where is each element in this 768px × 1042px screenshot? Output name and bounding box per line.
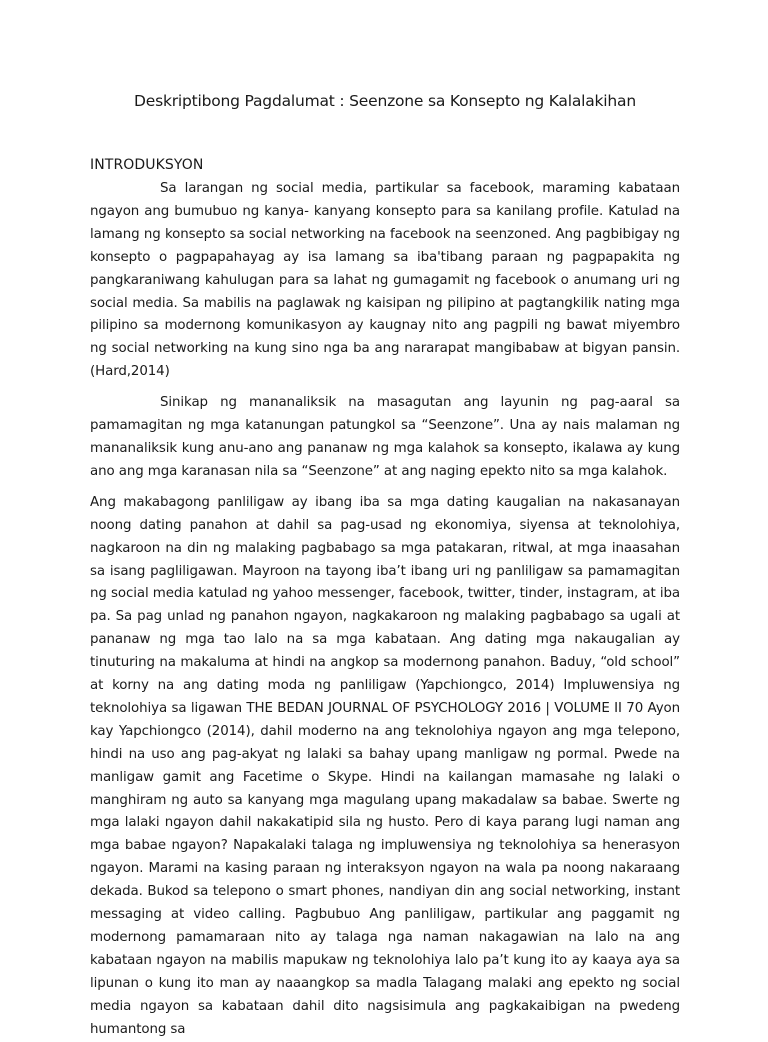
section-heading: INTRODUKSYON [90,157,204,173]
document-title: Deskriptibong Pagdalumat : Seenzone sa Konsepto ng Kalalakihan [134,92,636,110]
paragraph-1: Sa larangan ng social media, partikular sa facebook, maraming kabataan ngayon ang bumubuo ng kanya- kanyang konsepto para sa kanilang profile. Katulad na lamang ng konsepto sa social networking na facebook na seenzoned. Ang pagbibigay ng konsepto o pagpapahayag ay isa lamang sa iba'tibang paraan ng pagpapakita ng pangkaraniwang kahulugan para sa lahat ng gumagamit ng facebook o anumang uri ng social media. Sa mabilis na paglawak ng kaisipan ng pilipino at pagtangkilik nating mga pilipino sa modernong komunikasyon ay kaugnay nito ang pagpili ng bawat miyembro ng social networking na kung sino nga ba ang nararapat mangibabaw at bigyan pansin.(Hard,2014) [90,181,680,380]
paragraph-2: Sinikap ng mananaliksik na masagutan ang layunin ng pag-aaral sa pamamagitan ng mga katanungan patungkol sa “Seenzone”. Una ay nais malaman ng mananaliksik kung anu-ano ang pananaw ng mga kalahok sa konsepto, ikalawa ay kung ano ang mga karanasan nila sa “Seenzone” at ang naging epekto nito sa mga kalahok. [90,395,680,479]
paragraph-3: Ang makabagong panliligaw ay ibang iba sa mga dating kaugalian na nakasanayan noong dating panahon at dahil sa pag-usad ng ekonomiya, siyensa at teknolohiya, nagkaroon na din ng malaking pagbabago sa mga patakaran, ritwal, at mga inaasahan sa isang pagliligawan. Mayroon na tayong iba’t ibang uri ng panliligaw sa pamamagitan ng social media katulad ng yahoo messenger, facebook, twitter, tinder, instagram, at iba pa. Sa pag unlad ng panahon ngayon, nagkakaroon ng malaking pagbabago sa ugali at pananaw ng mga tao lalo na sa mga kabataan. Ang dating mga nakaugalian ay tinuturing na makaluma at hindi na angkop sa modernong panahon. Baduy, “old school” at korny na ang dating moda ng panliligaw (Yapchiongco, 2014) Impluwensiya ng teknolohiya sa ligawan THE BEDAN JOURNAL OF PSYCHOLOGY 2016 | VOLUME II 70 Ayon kay Yapchiongco (2014), dahil moderno na ang teknolohiya ngayon ang mga telepono, hindi na uso ang pag-akyat ng lalaki sa bahay upang manligaw ng pormal. Pwede na manligaw gamit ang Facetime o Skype. Hindi na kailangan mamasahe ng lalaki o manghiram ng auto sa kanyang mga magulang upang makadalaw sa babae. Swerte ng mga lalaki ngayon dahil nakakatipid sila ng husto. Pero di kaya parang lugi naman ang mga babae ngayon? Napakalaki talaga ng impluwensiya ng teknolohiya sa henerasyon ngayon. Marami na kasing paraan ng interaksyon ngayon na wala pa noong nakaraang dekada. Bukod sa telepono o smart phones, nandiyan din ang social networking, instant messaging at video calling. Pagbubuo Ang panliligaw, partikular ang paggamit ng modernong pamamaraan nito ay talaga nga naman nakagawian na lalo na ang kabataan ngayon na mabilis mapukaw ng teknolohiya lalo pa’t kung ito ay kaaya aya sa lipunan o kung ito man ay naaangkop sa madla Talagang malaki ang epekto ng social media ngayon sa kabataan dahil dito nagsisimula ang pagkakaibigan na pwedeng humantong sa [90,494,680,1037]
